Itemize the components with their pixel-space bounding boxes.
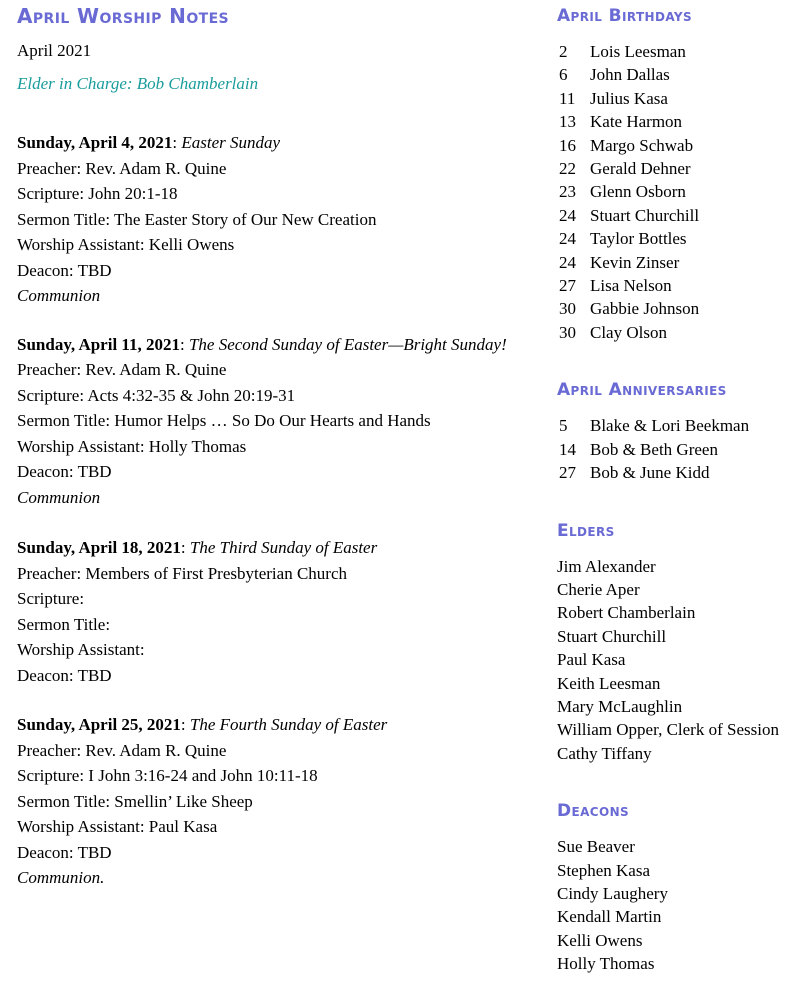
worship-assistant-line: Worship Assistant: Holly Thomas bbox=[17, 436, 247, 456]
sidebar-lists-column bbox=[557, 6, 797, 976]
sermon-title-line: Sermon Title: Humor Helps … So Do Our Hearts and Hands bbox=[17, 411, 431, 430]
sermon-title-line: Sermon Title: bbox=[17, 614, 111, 634]
birthday-row bbox=[557, 251, 797, 274]
anniversaries-heading: April Anniversaries bbox=[557, 380, 727, 401]
birthday-row bbox=[557, 321, 797, 344]
communion-line: Communion bbox=[17, 487, 101, 507]
anniversary-name: Bob & June Kidd bbox=[590, 463, 710, 483]
deacon-name: Holly Thomas bbox=[557, 954, 655, 974]
birthday-day: 22 bbox=[559, 159, 576, 179]
birthday-row bbox=[557, 274, 797, 297]
service-title: The Second Sunday of Easter—Bright Sunday! bbox=[188, 334, 507, 354]
deacon-name: Kelli Owens bbox=[557, 930, 643, 950]
deacons-heading: Deacons bbox=[557, 801, 630, 822]
sermon-title-line: Sermon Title: The Easter Story of Our New Creation bbox=[17, 209, 377, 229]
birthday-row bbox=[557, 180, 797, 203]
birthday-name: Gabbie Johnson bbox=[590, 299, 700, 319]
elder-name: Cathy Tiffany bbox=[557, 743, 652, 763]
worship-assistant-line: Worship Assistant: bbox=[17, 640, 145, 659]
scripture-line: Scripture: Acts 4:32-35 & John 20:19-31 bbox=[17, 385, 296, 405]
elder-name: Mary McLaughlin bbox=[557, 696, 683, 716]
elder-name: Paul Kasa bbox=[557, 650, 626, 670]
service-heading bbox=[17, 535, 545, 561]
anniversary-name: Bob & Beth Green bbox=[590, 439, 718, 459]
birthday-day: 2 bbox=[559, 42, 568, 61]
communion-line: Communion. bbox=[17, 868, 105, 887]
birthday-name: Gerald Dehner bbox=[590, 159, 691, 179]
birthday-name: John Dallas bbox=[590, 65, 670, 85]
deacon-name: Cindy Laughery bbox=[557, 883, 668, 903]
birthday-name: Glenn Osborn bbox=[590, 182, 686, 202]
service-date: Sunday, April 25, 2021 bbox=[17, 715, 181, 734]
birthday-name: Clay Olson bbox=[590, 322, 667, 342]
date-title-separator: : bbox=[179, 334, 189, 354]
deacon-line: Deacon: TBD bbox=[17, 260, 112, 280]
birthday-day: 27 bbox=[559, 276, 576, 296]
preacher-line: Preacher: Members of First Presbyterian Church bbox=[17, 563, 347, 583]
elder-name: Keith Leesman bbox=[557, 673, 661, 693]
elders-heading: Elders bbox=[557, 520, 615, 541]
service-title: The Fourth Sunday of Easter bbox=[189, 715, 388, 734]
birthday-name: Taylor Bottles bbox=[590, 229, 687, 249]
elder-name: Robert Chamberlain bbox=[557, 603, 696, 623]
deacon-name: Sue Beaver bbox=[557, 837, 635, 857]
birthday-row bbox=[557, 297, 797, 320]
elder-name: Cherie Aper bbox=[557, 579, 640, 599]
elder-name: Stuart Churchill bbox=[557, 626, 667, 646]
birthday-day: 24 bbox=[559, 205, 576, 225]
birthday-name: Stuart Churchill bbox=[590, 205, 700, 225]
anniversary-row bbox=[557, 461, 797, 484]
birthday-row bbox=[557, 87, 797, 110]
birthday-day: 24 bbox=[559, 252, 576, 272]
service-heading bbox=[17, 332, 545, 358]
birthday-row bbox=[557, 134, 797, 157]
elders-section bbox=[557, 521, 797, 766]
anniversary-name: Blake & Lori Beekman bbox=[590, 416, 750, 436]
birthday-day: 30 bbox=[559, 322, 576, 342]
birthday-row bbox=[557, 227, 797, 250]
anniversary-row bbox=[557, 414, 797, 437]
elder-name: William Opper, Clerk of Session bbox=[557, 720, 779, 740]
month-subtitle: April 2021 bbox=[17, 41, 92, 60]
scripture-line: Scripture: John 20:1-18 bbox=[17, 184, 178, 203]
birthday-name: Lisa Nelson bbox=[590, 276, 672, 296]
service-block-april-11 bbox=[17, 332, 545, 511]
service-date: Sunday, April 11, 2021 bbox=[17, 334, 180, 354]
worship-notes-column bbox=[17, 4, 545, 891]
birthday-row bbox=[557, 40, 797, 63]
deacon-line: Deacon: TBD bbox=[17, 665, 112, 685]
birthday-name: Margo Schwab bbox=[590, 135, 694, 155]
anniversaries-section bbox=[557, 380, 797, 484]
anniversary-day: 27 bbox=[559, 463, 576, 483]
preacher-line: Preacher: Rev. Adam R. Quine bbox=[17, 740, 227, 760]
service-date: Sunday, April 18, 2021 bbox=[17, 538, 181, 557]
birthday-row bbox=[557, 63, 797, 86]
birthdays-section bbox=[557, 6, 797, 344]
anniversary-row bbox=[557, 438, 797, 461]
worship-assistant-line: Worship Assistant: Kelli Owens bbox=[17, 235, 235, 254]
worship-assistant-line: Worship Assistant: Paul Kasa bbox=[17, 817, 218, 836]
birthday-day: 24 bbox=[559, 229, 576, 249]
date-title-separator: : bbox=[172, 133, 182, 152]
service-title: The Third Sunday of Easter bbox=[189, 538, 378, 557]
birthday-day: 23 bbox=[559, 182, 576, 202]
birthday-day: 30 bbox=[559, 299, 576, 319]
birthday-day: 11 bbox=[559, 88, 576, 108]
birthday-row bbox=[557, 204, 797, 227]
service-block-april-18 bbox=[17, 535, 545, 688]
service-heading bbox=[17, 130, 545, 156]
birthday-day: 16 bbox=[559, 135, 576, 155]
elder-name: Jim Alexander bbox=[557, 556, 656, 576]
preacher-line: Preacher: Rev. Adam R. Quine bbox=[17, 158, 227, 178]
preacher-line: Preacher: Rev. Adam R. Quine bbox=[17, 360, 227, 379]
service-block-april-25 bbox=[17, 712, 545, 891]
birthdays-heading: April Birthdays bbox=[557, 6, 693, 26]
anniversary-day: 14 bbox=[559, 439, 576, 459]
communion-line: Communion bbox=[17, 286, 101, 305]
deacon-line: Deacon: TBD bbox=[17, 462, 112, 481]
birthday-day: 6 bbox=[559, 65, 568, 85]
deacons-section bbox=[557, 801, 797, 975]
birthday-name: Kevin Zinser bbox=[590, 252, 680, 272]
birthday-row bbox=[557, 110, 797, 133]
scripture-line: Scripture: I John 3:16-24 and John 10:11-18 bbox=[17, 766, 318, 785]
service-block-april-4 bbox=[17, 130, 545, 309]
service-date: Sunday, April 4, 2021 bbox=[17, 133, 173, 152]
scripture-line: Scripture: bbox=[17, 589, 85, 608]
deacon-name: Stephen Kasa bbox=[557, 860, 651, 880]
date-title-separator: : bbox=[180, 538, 190, 557]
deacon-name: Kendall Martin bbox=[557, 907, 662, 927]
birthday-name: Kate Harmon bbox=[590, 112, 683, 132]
birthday-name: Lois Leesman bbox=[590, 42, 686, 61]
birthday-row bbox=[557, 157, 797, 180]
service-heading bbox=[17, 712, 545, 738]
deacon-line: Deacon: TBD bbox=[17, 842, 112, 862]
page-title: April Worship Notes bbox=[17, 4, 230, 28]
service-title: Easter Sunday bbox=[181, 133, 281, 152]
sermon-title-line: Sermon Title: Smellin’ Like Sheep bbox=[17, 791, 253, 811]
date-title-separator: : bbox=[180, 715, 190, 734]
birthday-day: 13 bbox=[559, 112, 576, 132]
elder-in-charge: Elder in Charge: Bob Chamberlain bbox=[17, 74, 259, 93]
anniversary-day: 5 bbox=[559, 416, 568, 436]
birthday-name: Julius Kasa bbox=[590, 88, 668, 108]
